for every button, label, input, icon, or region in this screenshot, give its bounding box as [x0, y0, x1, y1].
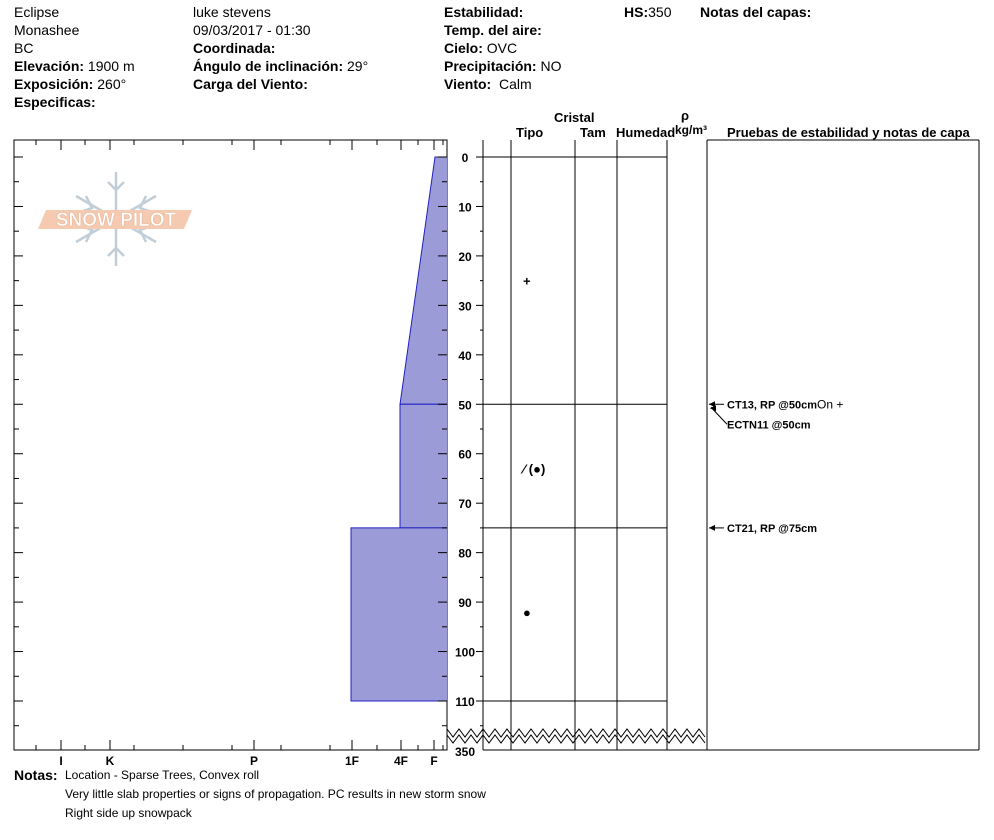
test-label: ECTN11 @50cm	[727, 419, 811, 432]
hs-value: 350	[648, 4, 672, 20]
hs-label: HS:	[624, 4, 649, 20]
test-arrow-head	[709, 525, 715, 531]
sky-label: Cielo:	[444, 40, 483, 56]
depth-tick-label: 90	[458, 596, 472, 611]
depth-tick-label: 0	[461, 151, 469, 165]
hardness-tick-label: 1F	[344, 754, 360, 768]
snowpilot-logo	[38, 172, 192, 266]
exposure-label: Exposición:	[14, 76, 94, 92]
notes-label: Notas:	[14, 767, 58, 783]
density-symbol: ρ	[681, 108, 690, 123]
depth-tick-label: 80	[458, 546, 472, 561]
sky-value: OVC	[486, 40, 518, 56]
precip-value: NO	[540, 58, 562, 74]
depth-tick-label: 70	[458, 497, 472, 512]
notes-line: Location - Sparse Trees, Convex roll	[65, 768, 260, 782]
mountain-range: Monashee	[14, 22, 80, 38]
hardness-profile	[351, 157, 447, 701]
size-header: Tam	[580, 125, 606, 140]
depth-break-zigzag	[447, 729, 705, 743]
crystal-symbol: +	[523, 273, 531, 289]
depth-tick-label: 40	[458, 348, 472, 363]
crystal-table	[483, 140, 979, 750]
stability-tests	[709, 397, 843, 535]
moisture-header: Humedad	[616, 125, 676, 140]
crystal-symbols	[520, 274, 545, 620]
air-temp-label: Temp. del aire:	[444, 22, 542, 38]
hardness-layer	[400, 157, 447, 404]
test-label: CT13, RP @50cm	[727, 399, 818, 412]
depth-bottom-label: 350	[454, 745, 476, 759]
slope-value: 29°	[347, 58, 369, 74]
region: BC	[14, 40, 34, 56]
observation-datetime: 09/03/2017 - 01:30	[193, 22, 311, 38]
notes-line: Right side up snowpack	[65, 806, 192, 820]
hardness-tick-label: 4F	[393, 754, 409, 768]
zigzag-line	[447, 729, 705, 737]
hardness-tick-label: I	[59, 754, 63, 768]
wind-label: Viento:	[444, 76, 492, 92]
test-note: On +	[817, 397, 844, 412]
depth-tick-label: 100	[454, 645, 476, 660]
depth-tick-label: 110	[455, 695, 475, 709]
hardness-tick-label: F	[430, 754, 438, 768]
crystal-symbol: ●	[523, 604, 531, 620]
elevation-value: 1900 m	[87, 58, 135, 74]
crystal-header: Cristal	[554, 110, 595, 125]
specifics-label: Especificas:	[14, 94, 96, 110]
notes-line: Very little slab properties or signs of propagation. PC results in new storm snow	[65, 787, 486, 801]
layer-notes-label: Notas del capas:	[700, 4, 812, 20]
density-unit: kg/m³	[675, 123, 708, 137]
observer-name: luke stevens	[193, 4, 271, 20]
location-name: Eclipse	[14, 4, 60, 20]
hardness-layer	[351, 528, 447, 701]
logo-text: SNOW PILOT	[55, 210, 177, 231]
hardness-tick-label: P	[249, 754, 259, 768]
test-label: CT21, RP @75cm	[727, 522, 818, 535]
depth-tick-label: 30	[458, 299, 472, 314]
zigzag-line	[447, 735, 705, 743]
coordinate-label: Coordinada:	[193, 40, 276, 56]
depth-tick-label: 20	[458, 249, 472, 264]
depth-tick-label: 50	[458, 398, 472, 413]
wind-value: Calm	[498, 76, 532, 92]
depth-tick-label: 10	[458, 200, 472, 215]
exposure-value: 260°	[97, 76, 127, 92]
type-header: Tipo	[516, 125, 544, 140]
elevation-label: Elevación:	[14, 58, 85, 74]
crystal-symbol: ⁄ (●)	[523, 461, 546, 477]
hardness-tick-label: K	[105, 754, 115, 768]
slope-label: Ángulo de inclinación:	[193, 58, 344, 74]
wind-load-label: Carga del Viento:	[193, 76, 308, 92]
tests-header: Pruebas de estabilidad y notas de capa	[727, 125, 970, 140]
depth-tick-label: 60	[458, 447, 472, 462]
stability-label: Estabilidad:	[444, 4, 524, 20]
hardness-layer	[400, 404, 447, 528]
precip-label: Precipitación:	[444, 58, 537, 74]
